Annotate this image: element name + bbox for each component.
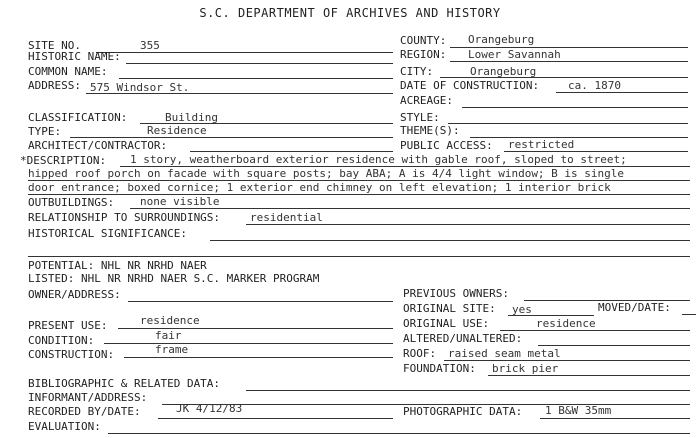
description-line-3: door entrance; boxed cornice; 1 exterior end chimney on left elevation; 1 interior brick	[28, 181, 611, 194]
evaluation-label: EVALUATION:	[28, 420, 101, 433]
listed-label: LISTED: NHL NR NRHD NAER S.C. MARKER PROGRAM	[28, 272, 320, 285]
county-value: Orangeburg	[468, 33, 535, 46]
historical-significance-label: HISTORICAL SIGNIFICANCE:	[28, 227, 187, 240]
classification-value: Building	[165, 111, 218, 124]
roof-value: raised seam metal	[448, 347, 561, 360]
page-title: S.C. DEPARTMENT OF ARCHIVES AND HISTORY	[199, 6, 501, 20]
description-line-1: 1 story, weatherboard exterior residence with gable roof, sloped to street;	[130, 153, 627, 166]
address-line	[86, 93, 393, 94]
city-value: Orangeburg	[470, 65, 537, 78]
public-access-value: restricted	[508, 138, 575, 151]
architect-label: ARCHITECT/CONTRACTOR:	[28, 139, 168, 152]
type-value: Residence	[147, 124, 207, 137]
relationship-label: RELATIONSHIP TO SURROUNDINGS:	[28, 211, 221, 224]
acreage-line	[462, 107, 688, 108]
city-line	[440, 77, 688, 78]
address-value: 575 Windsor St.	[90, 81, 190, 94]
recorded-by-value: JK 4/12/83	[176, 402, 243, 415]
original-site-line	[508, 315, 594, 316]
section-divider	[28, 256, 690, 257]
site-no-label: SITE NO.	[28, 39, 81, 52]
description-label: *DESCRIPTION:	[20, 154, 107, 167]
original-use-label: ORIGINAL USE:	[403, 317, 490, 330]
previous-owners-label: PREVIOUS OWNERS:	[403, 287, 509, 300]
owner-address-line	[128, 301, 393, 302]
site-no-line	[96, 52, 393, 53]
outbuildings-label: OUTBUILDINGS:	[28, 196, 115, 209]
region-value: Lower Savannah	[468, 48, 561, 61]
acreage-label: ACREAGE:	[400, 94, 453, 107]
roof-label: ROOF:	[403, 347, 437, 360]
county-label: COUNTY:	[400, 34, 447, 47]
foundation-line	[488, 375, 690, 376]
roof-line	[444, 360, 690, 361]
altered-line	[538, 345, 690, 346]
style-label: STYLE:	[400, 111, 440, 124]
photographic-data-label: PHOTOGRAPHIC DATA:	[403, 405, 523, 418]
address-label: ADDRESS:	[28, 79, 81, 92]
historic-name-line	[126, 63, 393, 64]
photographic-data-value: 1 B&W 35mm	[545, 404, 612, 417]
altered-label: ALTERED/UNALTERED:	[403, 332, 523, 345]
date-construction-line	[556, 92, 688, 93]
photographic-data-line	[540, 418, 690, 419]
foundation-value: brick pier	[492, 362, 559, 375]
informant-label: INFORMANT/ADDRESS:	[28, 391, 148, 404]
original-use-value: residence	[536, 317, 596, 330]
construction-line	[124, 357, 393, 358]
type-line	[70, 137, 393, 138]
foundation-label: FOUNDATION:	[403, 362, 476, 375]
recorded-by-label: RECORDED BY/DATE:	[28, 405, 141, 418]
condition-label: CONDITION:	[28, 334, 95, 347]
condition-value: fair	[155, 329, 182, 342]
description-line-2: hipped roof porch on facade with square posts; bay ABA; A is 4/4 light window; B is single	[28, 167, 625, 180]
classification-label: CLASSIFICATION:	[28, 111, 128, 124]
themes-line	[470, 137, 688, 138]
city-label: CITY:	[400, 65, 434, 78]
historic-name-label: HISTORIC NAME:	[28, 50, 121, 63]
date-construction-label: DATE OF CONSTRUCTION:	[400, 79, 540, 92]
potential-label: POTENTIAL: NHL NR NRHD NAER	[28, 259, 207, 272]
outbuildings-value: none visible	[140, 195, 220, 208]
present-use-label: PRESENT USE:	[28, 319, 108, 332]
original-use-line	[500, 330, 690, 331]
construction-label: CONSTRUCTION:	[28, 348, 115, 361]
original-site-value: yes	[512, 303, 532, 316]
construction-value: frame	[155, 343, 189, 356]
architect-line	[190, 151, 393, 152]
bibliographic-line	[246, 390, 690, 391]
style-line	[448, 123, 688, 124]
relationship-line	[246, 224, 690, 225]
moved-date-label: MOVED/DATE:	[598, 301, 671, 314]
relationship-value: residential	[250, 211, 323, 224]
moved-date-line	[682, 314, 696, 315]
bibliographic-label: BIBLIOGRAPHIC & RELATED DATA:	[28, 377, 221, 390]
public-access-line	[504, 151, 688, 152]
present-use-value: residence	[140, 314, 200, 327]
recorded-by-line	[158, 418, 393, 419]
site-no-value: 355	[140, 39, 160, 52]
historical-significance-line	[210, 240, 690, 241]
type-label: TYPE:	[28, 125, 62, 138]
region-label: REGION:	[400, 48, 447, 61]
description-rule-3	[28, 194, 690, 195]
outbuildings-line	[130, 208, 690, 209]
themes-label: THEME(S):	[400, 124, 460, 137]
condition-line	[104, 343, 393, 344]
original-site-label: ORIGINAL SITE:	[403, 302, 496, 315]
common-name-label: COMMON NAME:	[28, 65, 108, 78]
evaluation-line	[108, 433, 690, 434]
public-access-label: PUBLIC ACCESS:	[400, 139, 493, 152]
region-line	[450, 61, 688, 62]
date-construction-value: ca. 1870	[568, 79, 621, 92]
common-name-line	[119, 78, 393, 79]
owner-address-label: OWNER/ADDRESS:	[28, 288, 121, 301]
